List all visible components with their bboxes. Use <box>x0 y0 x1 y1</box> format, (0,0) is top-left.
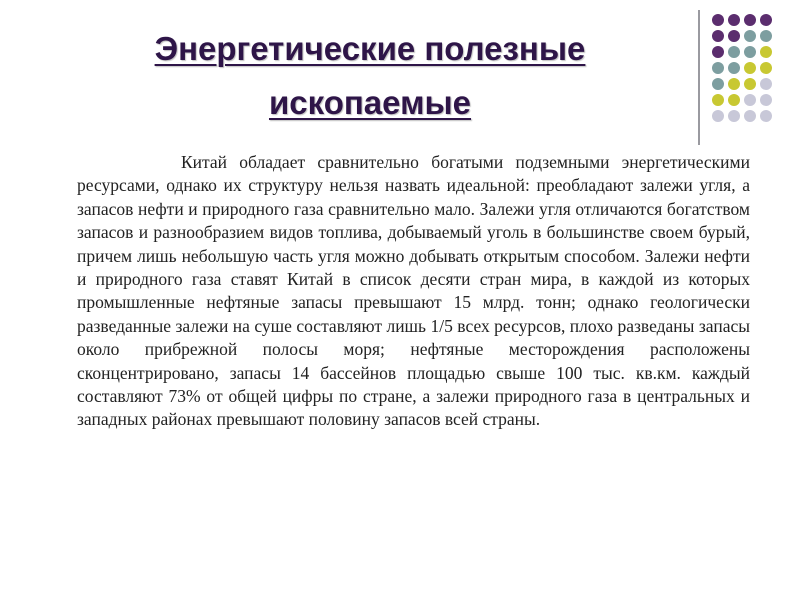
decorative-divider <box>698 10 700 145</box>
decorative-dot <box>712 78 724 90</box>
decorative-dot <box>712 110 724 122</box>
decorative-dot <box>712 46 724 58</box>
decorative-dot <box>744 78 756 90</box>
decorative-dot <box>712 94 724 106</box>
decorative-dot <box>760 30 772 42</box>
decorative-dot <box>712 62 724 74</box>
decorative-dot <box>760 78 772 90</box>
decorative-dot <box>712 14 724 26</box>
decorative-dot <box>760 62 772 74</box>
decorative-dot <box>744 94 756 106</box>
decorative-dot <box>760 110 772 122</box>
decorative-dot <box>760 46 772 58</box>
decorative-dot-grid <box>712 14 776 124</box>
decorative-dot <box>744 62 756 74</box>
decorative-dot <box>760 14 772 26</box>
body-paragraph: Китай обладает сравнительно богатыми подземными энергетическими ресурсами, однако их структуру нельзя назвать идеальной: преобладают залежи угля, а запасов нефти и природного газа сравнительно мало. Залежи угля отличаются богатством запасов и разнообразием видов топлива, добываемый уголь в большинстве своем бурый, причем лишь небольшую часть угля можно добывать открытым способом. Залежи нефти и природного газа ставят Китай в список десяти стран мира, в каждой из которых промышленные нефтяные запасы превышают 15 млрд. тонн; однако геологически разведанные залежи на суше составляют лишь 1/5 всех ресурсов, плохо разведаны запасы около прибрежной полосы моря; нефтяные месторождения расположены сконцентрировано, запасы 14 бассейнов площадью свыше 100 тыс. кв.км. каждый составляют 73% от общей цифры по стране, а залежи природного газа в центральных и западных районах превышают половину запасов всей страны. <box>77 152 750 430</box>
decorative-dot <box>728 30 740 42</box>
decorative-dot <box>728 14 740 26</box>
decorative-dot <box>712 30 724 42</box>
decorative-dot <box>760 94 772 106</box>
title-line-2: ископаемые <box>268 84 472 121</box>
decorative-dot <box>744 110 756 122</box>
decorative-dot <box>728 110 740 122</box>
decorative-dot <box>728 94 740 106</box>
title-line-1: Энергетические полезные <box>154 30 586 67</box>
decorative-dot <box>728 78 740 90</box>
decorative-dot <box>744 46 756 58</box>
decorative-dot <box>728 62 740 74</box>
slide-title <box>60 22 680 130</box>
decorative-dot <box>728 46 740 58</box>
decorative-dot <box>744 30 756 42</box>
decorative-dot <box>744 14 756 26</box>
